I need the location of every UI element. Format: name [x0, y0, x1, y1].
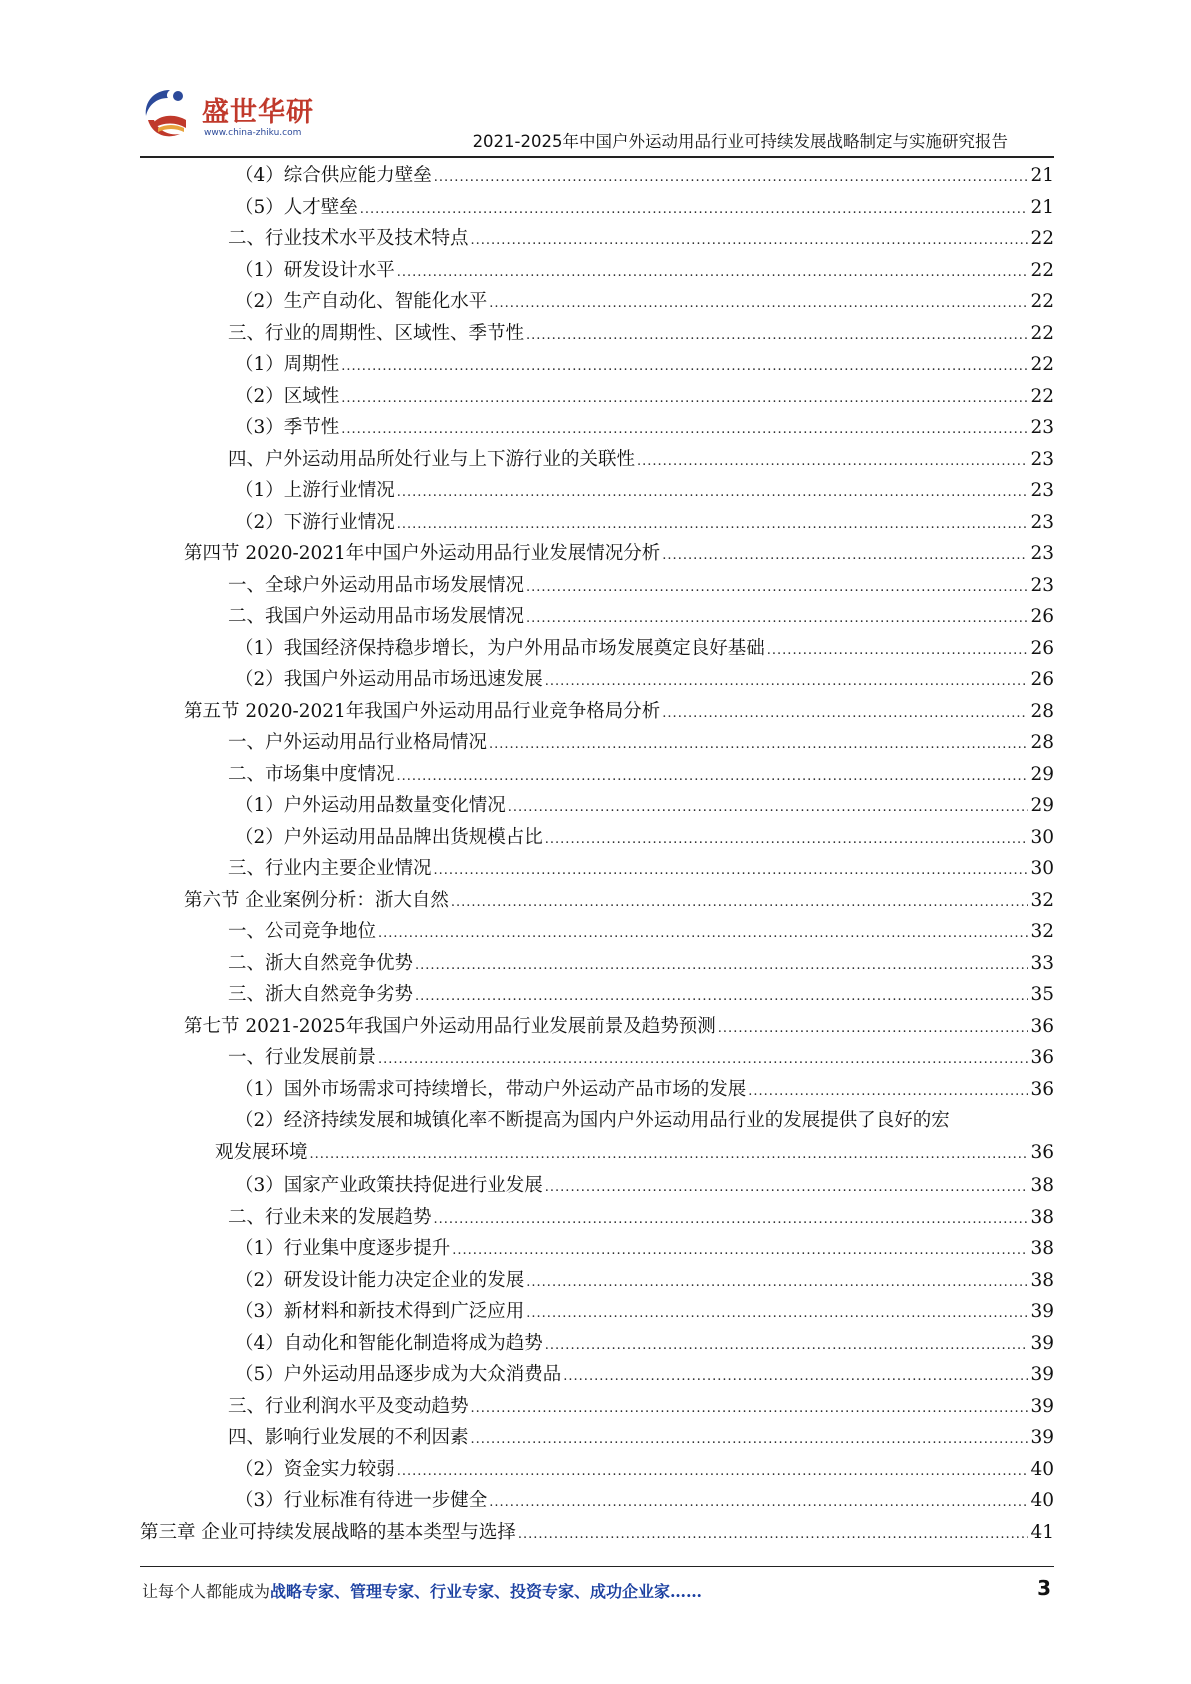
- toc-entry-text-continued: 观发展环境: [215, 1141, 308, 1163]
- toc-entry-text: （2）经济持续发展和城镇化率不断提高为国内户外运动用品行业的发展提供了良好的宏: [235, 1110, 950, 1131]
- page-number: 3: [1037, 1576, 1051, 1600]
- toc-entry-text: 第六节 企业案例分析：浙大自然: [184, 889, 449, 911]
- toc-page-number: 23: [1030, 511, 1054, 533]
- toc-page-number: 22: [1030, 385, 1054, 407]
- toc-page-number: 22: [1030, 259, 1054, 281]
- toc-entry[interactable]: [140, 633, 1054, 665]
- footer-slogan-prefix: 让每个人都能成为: [142, 1582, 271, 1601]
- toc-page-number: 26: [1030, 606, 1054, 627]
- dot-leader: [471, 1391, 1029, 1425]
- toc-entry[interactable]: [140, 349, 1054, 381]
- toc-entry-text: （3）新材料和新技术得到广泛应用: [235, 1301, 525, 1322]
- dot-leader: [397, 255, 1029, 289]
- toc-page-number: 36: [1030, 1015, 1054, 1037]
- dot-leader: [489, 1485, 1028, 1519]
- toc-entry[interactable]: [140, 790, 1054, 822]
- toc-entry[interactable]: [140, 1391, 1054, 1423]
- toc-entry[interactable]: [140, 601, 1054, 633]
- toc-entry-text: （1）国外市场需求可持续增长，带动户外运动产品市场的发展: [235, 1078, 747, 1100]
- logo-url: www.china-zhiku.com: [204, 128, 302, 138]
- toc-entry[interactable]: [140, 1074, 1054, 1106]
- dot-leader: [767, 633, 1029, 667]
- toc-page-number: 30: [1030, 826, 1054, 848]
- toc-entry[interactable]: [140, 1233, 1054, 1265]
- toc-entry[interactable]: [140, 255, 1054, 287]
- toc-entry-text: 二、行业技术水平及技术特点: [228, 228, 469, 249]
- toc-entry-text: （3）季节性: [235, 417, 340, 438]
- dot-leader: [718, 1011, 1029, 1045]
- dot-leader: [526, 601, 1028, 635]
- toc-page-number: 21: [1030, 165, 1054, 186]
- dot-leader: [415, 979, 1028, 1013]
- toc-entry-text: 三、行业利润水平及变动趋势: [228, 1395, 469, 1417]
- toc-page-number: 23: [1030, 480, 1054, 501]
- toc-entry[interactable]: [140, 1265, 1054, 1297]
- toc-entry-text: 三、行业内主要企业情况: [228, 858, 432, 879]
- toc-entry[interactable]: [140, 1359, 1054, 1391]
- toc-entry-text: 第五节 2020-2021年我国户外运动用品行业竞争格局分析: [184, 700, 661, 722]
- toc-entry[interactable]: [140, 318, 1054, 350]
- toc-page-number: 39: [1030, 1395, 1054, 1417]
- toc-page-number: 38: [1030, 1175, 1054, 1196]
- toc-page-number: 26: [1030, 669, 1054, 690]
- toc-page-number: 28: [1030, 732, 1054, 753]
- toc-entry[interactable]: [140, 412, 1054, 444]
- toc-entry-text: （1）行业集中度逐步提升: [235, 1238, 451, 1259]
- toc-page-number: 33: [1030, 952, 1054, 974]
- footer-divider: [140, 1566, 1054, 1567]
- dot-leader: [471, 1422, 1029, 1456]
- dot-leader: [360, 192, 1029, 226]
- toc-page-number: 23: [1030, 448, 1054, 470]
- logo-name: 盛世华研: [202, 97, 314, 128]
- dot-leader: [415, 948, 1028, 982]
- dot-leader: [526, 570, 1028, 604]
- toc-entry[interactable]: [140, 759, 1054, 791]
- toc-entry-text: 一、公司竞争地位: [228, 921, 377, 942]
- dot-leader: [310, 1137, 1029, 1171]
- toc-entry-text: （4）综合供应能力壁垒: [235, 165, 432, 186]
- toc-entry[interactable]: [140, 507, 1054, 539]
- dot-leader: [452, 1233, 1028, 1267]
- toc-page-number: 38: [1030, 1206, 1054, 1228]
- toc-entry-text: （1）周期性: [235, 354, 340, 375]
- dot-leader: [378, 1042, 1028, 1076]
- toc-entry-text: 第七节 2021-2025年我国户外运动用品行业发展前景及趋势预测: [184, 1015, 716, 1037]
- table-of-contents: [140, 160, 1054, 1548]
- dot-leader: [489, 286, 1028, 320]
- toc-page-number: 26: [1030, 637, 1054, 659]
- toc-entry[interactable]: [140, 570, 1054, 602]
- toc-page-number: 22: [1030, 322, 1054, 344]
- toc-entry-text: （5）人才壁垒: [235, 196, 358, 218]
- dot-leader: [451, 885, 1029, 919]
- toc-page-number: 39: [1030, 1364, 1054, 1385]
- toc-entry[interactable]: [140, 1105, 1054, 1170]
- toc-entry[interactable]: [140, 1296, 1054, 1328]
- toc-entry-text: 二、行业未来的发展趋势: [228, 1206, 432, 1228]
- toc-entry-text: （2）生产自动化、智能化水平: [235, 291, 488, 312]
- toc-entry[interactable]: [140, 1042, 1054, 1074]
- dot-leader: [471, 223, 1029, 257]
- dot-leader: [545, 1328, 1029, 1362]
- toc-entry-text: （2）区域性: [235, 385, 340, 407]
- header-divider: [140, 156, 1054, 158]
- dot-leader: [434, 1202, 1029, 1236]
- footer-slogan-highlight: 战略专家、管理专家、行业专家、投资专家、成功企业家……: [270, 1582, 703, 1601]
- toc-entry[interactable]: [140, 948, 1054, 980]
- toc-page-number: 40: [1030, 1458, 1054, 1480]
- toc-page-number: 29: [1030, 795, 1054, 816]
- dot-leader: [545, 1170, 1029, 1204]
- toc-entry-text: （5）户外运动用品逐步成为大众消费品: [235, 1364, 562, 1385]
- dot-leader: [526, 1265, 1028, 1299]
- toc-entry[interactable]: [140, 916, 1054, 948]
- dot-leader: [508, 790, 1029, 824]
- toc-entry[interactable]: [140, 727, 1054, 759]
- toc-page-number: 22: [1030, 228, 1054, 249]
- toc-entry[interactable]: [140, 1328, 1054, 1360]
- toc-entry[interactable]: [140, 1485, 1054, 1517]
- logo-emblem-icon: [140, 84, 202, 146]
- toc-page-number: 38: [1030, 1238, 1054, 1259]
- toc-entry-text: 四、户外运动用品所处行业与上下游行业的关联性: [228, 448, 636, 470]
- toc-entry[interactable]: [140, 979, 1054, 1011]
- dot-leader: [526, 318, 1028, 352]
- toc-page-number: 23: [1030, 574, 1054, 596]
- toc-entry[interactable]: [140, 1011, 1054, 1043]
- toc-page-number: 36: [1030, 1141, 1054, 1163]
- toc-entry[interactable]: [140, 1454, 1054, 1486]
- toc-entry-text: （2）我国户外运动用品市场迅速发展: [235, 669, 543, 690]
- toc-entry[interactable]: [140, 475, 1054, 507]
- toc-page-number: 32: [1030, 921, 1054, 942]
- dot-leader: [341, 412, 1028, 446]
- toc-entry[interactable]: [140, 664, 1054, 696]
- dot-leader: [397, 507, 1029, 541]
- toc-page-number: 21: [1030, 196, 1054, 218]
- dot-leader: [526, 1296, 1028, 1330]
- toc-entry[interactable]: [140, 1170, 1054, 1202]
- dot-leader: [378, 916, 1028, 950]
- toc-page-number: 40: [1030, 1490, 1054, 1511]
- toc-page-number: 41: [1030, 1521, 1054, 1543]
- toc-entry-text: 二、浙大自然竞争优势: [228, 952, 414, 974]
- toc-entry-text: （1）研发设计水平: [235, 259, 395, 281]
- toc-entry[interactable]: [140, 381, 1054, 413]
- toc-entry-text: （2）下游行业情况: [235, 511, 395, 533]
- dot-leader: [397, 1454, 1029, 1488]
- dot-leader: [489, 727, 1028, 761]
- dot-leader: [341, 381, 1028, 415]
- toc-page-number: 22: [1030, 291, 1054, 312]
- dot-leader: [434, 160, 1029, 194]
- toc-page-number: 39: [1030, 1332, 1054, 1354]
- toc-page-number: 28: [1030, 700, 1054, 722]
- toc-entry[interactable]: [140, 822, 1054, 854]
- toc-entry-text: 三、行业的周期性、区域性、季节性: [228, 322, 525, 344]
- toc-entry-text: （1）上游行业情况: [235, 480, 395, 501]
- company-logo: [140, 84, 340, 148]
- dot-leader: [397, 759, 1029, 793]
- toc-entry-text: 二、市场集中度情况: [228, 763, 395, 785]
- toc-entry[interactable]: [140, 1517, 1054, 1549]
- dot-leader: [434, 853, 1029, 887]
- toc-page-number: 23: [1030, 417, 1054, 438]
- toc-entry-text: 四、影响行业发展的不利因素: [228, 1427, 469, 1448]
- toc-entry[interactable]: [140, 885, 1054, 917]
- toc-entry-text: （1）户外运动用品数量变化情况: [235, 795, 506, 816]
- toc-entry-text: 三、浙大自然竞争劣势: [228, 984, 414, 1005]
- toc-page-number: 29: [1030, 763, 1054, 785]
- dot-leader: [341, 349, 1028, 383]
- footer-slogan: [142, 1579, 702, 1602]
- toc-entry-text: 第三章 企业可持续发展战略的基本类型与选择: [140, 1521, 516, 1543]
- dot-leader: [545, 664, 1029, 698]
- toc-entry-text: 一、全球户外运动用品市场发展情况: [228, 574, 525, 596]
- toc-entry[interactable]: [140, 696, 1054, 728]
- toc-entry[interactable]: [140, 538, 1054, 570]
- toc-entry-text: （2）资金实力较弱: [235, 1458, 395, 1480]
- dot-leader: [748, 1074, 1028, 1108]
- toc-page-number: 36: [1030, 1078, 1054, 1100]
- dot-leader: [397, 475, 1029, 509]
- toc-page-number: 39: [1030, 1427, 1054, 1448]
- toc-page-number: 23: [1030, 543, 1054, 564]
- toc-entry[interactable]: [140, 160, 1054, 192]
- toc-entry-text: 二、我国户外运动用品市场发展情况: [228, 606, 525, 627]
- toc-page-number: 38: [1030, 1269, 1054, 1291]
- dot-leader: [637, 444, 1028, 478]
- toc-entry-text: （1）我国经济保持稳步增长，为户外用品市场发展奠定良好基础: [235, 637, 765, 659]
- toc-page-number: 39: [1030, 1301, 1054, 1322]
- toc-entry-text: 一、户外运动用品行业格局情况: [228, 732, 488, 753]
- report-title: 2021-2025年中国户外运动用品行业可持续发展战略制定与实施研究报告: [472, 132, 1008, 151]
- toc-entry-text: （2）户外运动用品品牌出货规模占比: [235, 826, 543, 848]
- toc-page-number: 30: [1030, 858, 1054, 879]
- toc-entry[interactable]: [140, 444, 1054, 476]
- toc-entry-text: （4）自动化和智能化制造将成为趋势: [235, 1332, 543, 1354]
- toc-entry[interactable]: [140, 286, 1054, 318]
- toc-page-number: 32: [1030, 889, 1054, 911]
- dot-leader: [518, 1517, 1029, 1551]
- toc-entry[interactable]: [140, 192, 1054, 224]
- toc-page-number: 36: [1030, 1047, 1054, 1068]
- dot-leader: [563, 1359, 1028, 1393]
- dot-leader: [545, 822, 1029, 856]
- dot-leader: [662, 696, 1028, 730]
- toc-page-number: 22: [1030, 354, 1054, 375]
- toc-entry[interactable]: [140, 223, 1054, 255]
- toc-entry[interactable]: [140, 853, 1054, 885]
- toc-entry[interactable]: [140, 1202, 1054, 1234]
- toc-entry-text: 一、行业发展前景: [228, 1047, 377, 1068]
- toc-entry-text: 第四节 2020-2021年中国户外运动用品行业发展情况分析: [184, 543, 661, 564]
- toc-entry-text: （3）行业标准有待进一步健全: [235, 1490, 488, 1511]
- dot-leader: [662, 538, 1028, 572]
- toc-entry-text: （2）研发设计能力决定企业的发展: [235, 1269, 525, 1291]
- toc-page-number: 35: [1030, 984, 1054, 1005]
- toc-entry[interactable]: [140, 1422, 1054, 1454]
- toc-entry-text: （3）国家产业政策扶持促进行业发展: [235, 1175, 543, 1196]
